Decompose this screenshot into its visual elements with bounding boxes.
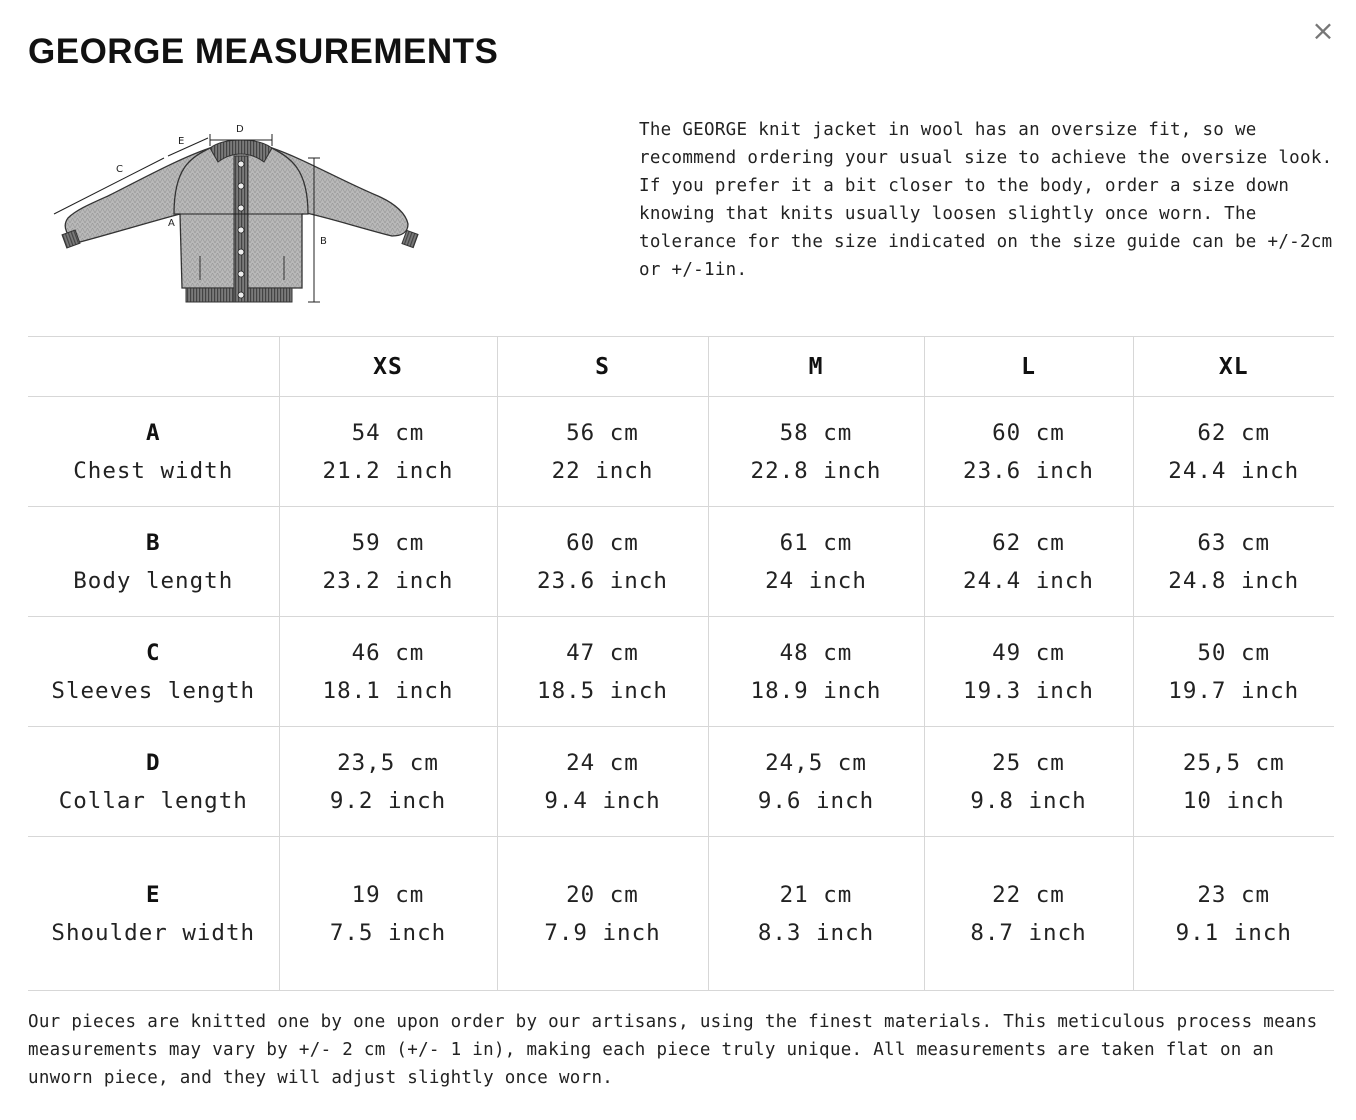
value-cm: 23 cm [1197,881,1271,908]
value-cm: 63 cm [1197,529,1271,556]
value-cell [924,727,1133,837]
value-cm: 49 cm [992,639,1065,666]
value-inch: 9.2 inch [329,787,447,814]
value-cm: 60 cm [566,529,639,556]
table-row [28,617,1334,727]
row-label-cell [28,507,279,617]
value-cell [924,507,1133,617]
value-cell [279,507,497,617]
footer-note: Our pieces are knitted one by one upon order by our artisans, using the finest materials. This meticulous process means measurements may vary by +/- 2 cm (+/- 1 in), making each piece truly unique. All measurements are taken flat on an unworn piece, and they will adjust slightly once worn. [28,1012,1318,1088]
size-description: The GEORGE knit jacket in wool has an oversize fit, so we recommend ordering your usual size to achieve the oversize look. If you prefer it a bit closer to the body, order a size down knowing that knits usually loosen slightly once worn. The tolerance for the size indicated on the size guide can be +/-2cm or +/-1in. [639,120,1333,280]
value-cm: 48 cm [779,639,853,666]
value-cell [924,837,1133,991]
value-inch: 24.4 inch [963,567,1094,594]
value-cell [279,837,497,991]
value-inch: 24.8 inch [1168,567,1300,594]
value-inch: 7.9 inch [544,919,661,946]
value-cm: 22 cm [992,881,1065,908]
row-label-cell [28,727,279,837]
value-inch: 18.1 inch [322,677,454,704]
value-inch: 24 inch [765,567,867,594]
value-cm: 25,5 cm [1182,749,1285,776]
value-inch: 8.7 inch [970,919,1087,946]
value-inch: 22.8 inch [750,457,882,484]
value-cm: 59 cm [351,529,425,556]
value-cm: 54 cm [351,419,425,446]
value-cm: 20 cm [566,881,639,908]
value-cell [497,617,708,727]
value-cell [708,617,924,727]
value-cm: 50 cm [1197,639,1271,666]
value-cm: 60 cm [992,419,1065,446]
value-inch: 18.5 inch [537,677,668,704]
value-inch: 18.9 inch [750,677,882,704]
row-label: Body length [73,567,234,594]
value-cell [1133,507,1334,617]
value-inch: 19.3 inch [963,677,1094,704]
value-cm: 23,5 cm [337,749,439,776]
value-cm: 61 cm [779,529,853,556]
value-inch: 19.7 inch [1168,677,1300,704]
value-cell [708,507,924,617]
value-cell [708,727,924,837]
value-cm: 21 cm [779,881,853,908]
value-cell [1133,837,1334,991]
jacket-diagram [40,118,430,310]
header-s: S [497,337,708,397]
value-cell [1133,397,1334,507]
header-xs: XS [279,337,497,397]
value-cell [1133,617,1334,727]
value-cm: 58 cm [779,419,853,446]
value-inch: 9.4 inch [544,787,661,814]
value-cell [708,837,924,991]
value-inch: 10 inch [1182,787,1285,814]
value-cell [497,727,708,837]
value-inch: 9.8 inch [970,787,1087,814]
value-inch: 23.6 inch [963,457,1094,484]
value-inch: 23.6 inch [537,567,668,594]
value-cell [497,397,708,507]
value-cm: 56 cm [566,419,639,446]
modal-title: GEORGE MEASUREMENTS [28,32,499,71]
value-cell [924,617,1133,727]
diagram-label-d: D [236,124,244,135]
diagram-label-c: C [116,164,123,175]
value-inch: 7.5 inch [329,919,447,946]
header-l: L [924,337,1133,397]
header-empty [28,337,279,397]
value-inch: 22 inch [551,457,654,484]
header-m: M [708,337,924,397]
value-inch: 9.6 inch [757,787,875,814]
row-letter: B [145,529,161,556]
diagram-label-a: A [168,218,175,229]
value-cell [279,397,497,507]
value-inch: 24.4 inch [1168,457,1300,484]
table-row [28,727,1334,837]
row-label: Chest width [73,457,234,484]
row-label-cell [28,397,279,507]
diagram-label-b: B [320,236,327,247]
row-letter: C [145,639,161,666]
value-cell [279,727,497,837]
value-cell [708,397,924,507]
value-cell [279,617,497,727]
value-cell [924,397,1133,507]
row-label: Sleeves length [51,677,256,704]
row-label: Shoulder width [51,919,256,946]
table-header-row [28,337,1334,397]
diagram-label-e: E [178,136,185,147]
table-row [28,507,1334,617]
value-cm: 62 cm [992,529,1065,556]
value-inch: 9.1 inch [1175,919,1292,946]
value-cm: 19 cm [351,881,425,908]
value-cell [497,837,708,991]
row-letter: E [145,881,161,908]
row-letter: D [145,749,161,776]
size-table [28,336,1334,991]
value-cm: 24 cm [566,749,639,776]
value-cm: 62 cm [1197,419,1271,446]
value-cell [497,507,708,617]
table-row [28,837,1334,991]
close-icon[interactable]: × [1311,14,1335,47]
value-cm: 47 cm [566,639,639,666]
value-cm: 25 cm [992,749,1065,776]
value-cell [1133,727,1334,837]
value-inch: 23.2 inch [322,567,454,594]
header-xl: XL [1133,337,1334,397]
value-inch: 8.3 inch [757,919,875,946]
row-label-cell [28,837,279,991]
value-inch: 21.2 inch [322,457,454,484]
row-letter: A [145,419,161,446]
row-label: Collar length [58,787,248,814]
table-row [28,397,1334,507]
row-label-cell [28,617,279,727]
value-cm: 24,5 cm [765,749,867,776]
value-cm: 46 cm [351,639,425,666]
